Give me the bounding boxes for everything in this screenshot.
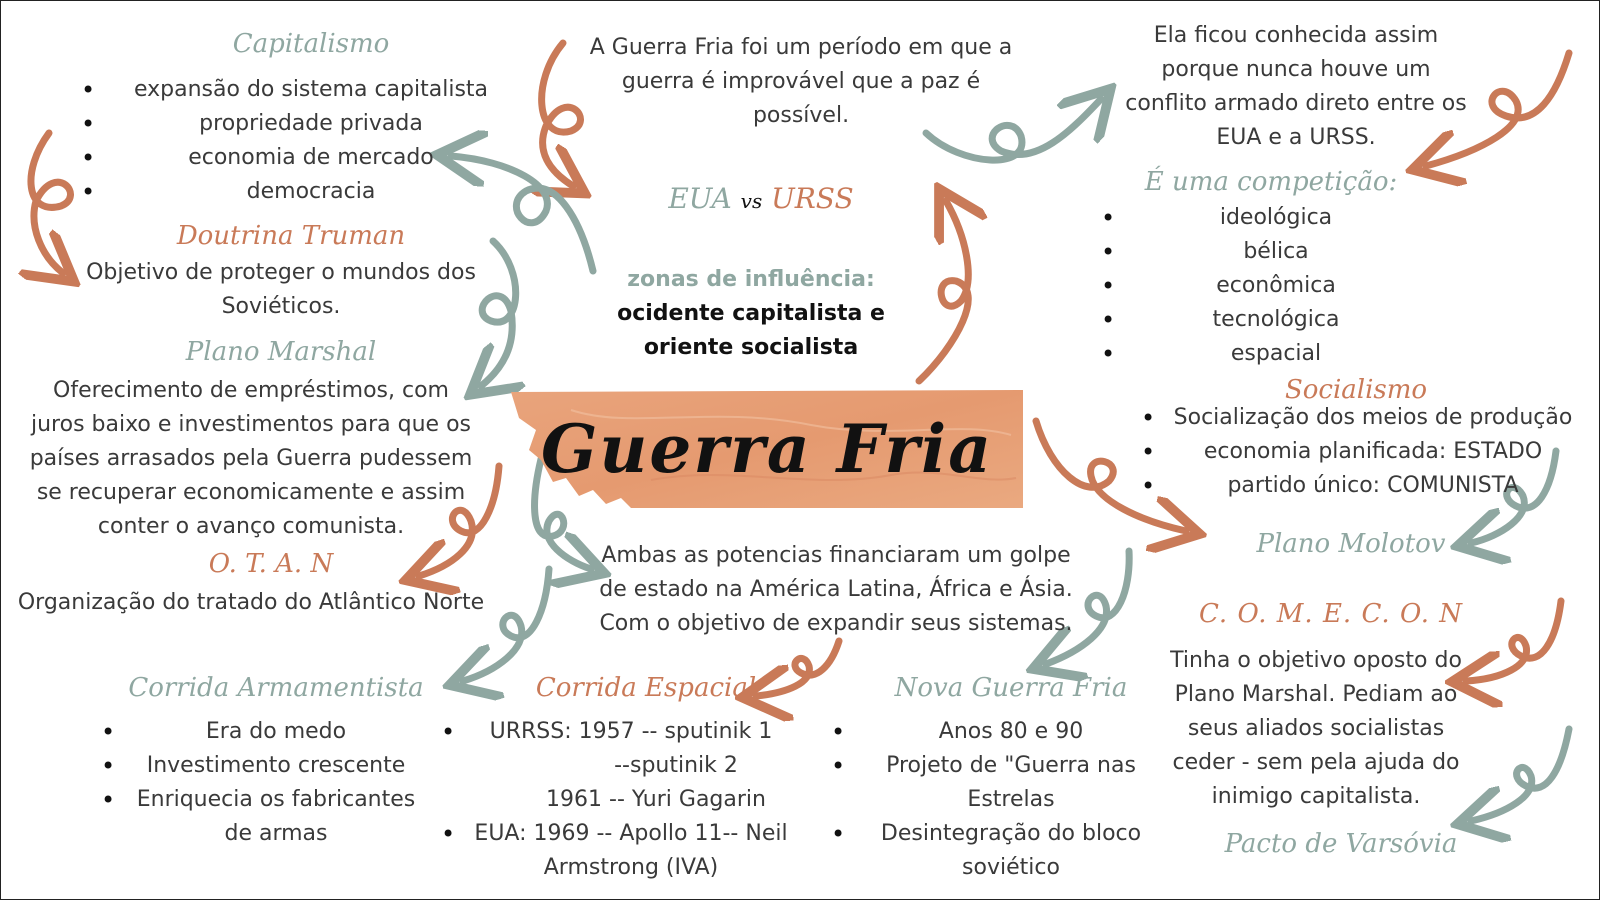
- intro-line-2: guerra é improvável que a paz é: [621, 69, 981, 94]
- armamentista-item: • Era do medo: [101, 715, 421, 749]
- molotov-heading: Plano Molotov: [1256, 529, 1446, 559]
- versus-mid: vs: [740, 189, 763, 213]
- golpes-line-3: Com o objetivo de expandir seus sistemas.: [599, 611, 1073, 636]
- armamentista-heading: Corrida Armamentista: [128, 673, 424, 703]
- armamentista-item: • Enriquecia os fabricantes de armas: [101, 783, 421, 851]
- comecon-line-3: seus aliados socialistas: [1187, 716, 1445, 741]
- marshal-line-3: países arrasados pela Guerra pudessem: [29, 446, 473, 471]
- socialismo-item: • partido único: COMUNISTA: [1141, 469, 1581, 503]
- reason-line-3: conflito armado direto entre os: [1125, 91, 1467, 116]
- golpes-line-2: de estado na América Latina, África e Ásia.: [599, 577, 1073, 602]
- capitalismo-heading: Capitalismo: [232, 29, 390, 59]
- otan-text: Organização do tratado do Atlântico Norte: [17, 590, 485, 615]
- truman-line-1: Objetivo de proteger o mundos dos: [86, 260, 476, 285]
- nova-list: [831, 715, 1161, 885]
- competicao-item: • espacial: [1101, 337, 1401, 371]
- armamentista-list: [101, 715, 421, 851]
- capitalismo-list: [81, 73, 501, 209]
- versus-eua: EUA: [668, 182, 732, 215]
- capitalismo-item: • economia de mercado: [81, 141, 501, 175]
- zones-line-2: oriente socialista: [643, 335, 859, 360]
- zones-line-1: ocidente capitalista e: [617, 301, 885, 326]
- nova-item: • Projeto de "Guerra nas Estrelas: [831, 749, 1161, 817]
- socialismo-heading: Socialismo: [1284, 375, 1428, 405]
- marshal-line-4: se recuperar economicamente e assim: [36, 480, 466, 505]
- armamentista-item: • Investimento crescente: [101, 749, 421, 783]
- socialismo-list: [1141, 401, 1581, 503]
- marshal-heading: Plano Marshal: [185, 337, 377, 367]
- versus-urss: URSS: [771, 182, 854, 215]
- capitalismo-item: • propriedade privada: [81, 107, 501, 141]
- capitalismo-item: • expansão do sistema capitalista: [81, 73, 501, 107]
- intro-line-3: possível.: [752, 103, 850, 128]
- competicao-item: • ideológica: [1101, 201, 1401, 235]
- reason-line-4: EUA e a URSS.: [1216, 125, 1376, 150]
- golpes-line-1: Ambas as potencias financiaram um golpe: [601, 543, 1071, 568]
- versus-label: [611, 181, 911, 219]
- marshal-line-1: Oferecimento de empréstimos, com: [53, 378, 449, 403]
- capitalismo-item: • democracia: [81, 175, 501, 209]
- nova-item: • Desintegração do bloco soviético: [831, 817, 1161, 885]
- marshal-line-2: juros baixo e investimentos para que os: [31, 412, 471, 437]
- comecon-line-2: Plano Marshal. Pediam ao: [1174, 682, 1458, 707]
- main-title: Guerra Fria: [541, 410, 993, 488]
- competicao-item: • bélica: [1101, 235, 1401, 269]
- truman-line-2: Soviéticos.: [221, 294, 341, 319]
- varsovia-heading: Pacto de Varsóvia: [1224, 829, 1458, 859]
- zones-label: zonas de influência:: [627, 267, 875, 292]
- competicao-item: • econômica: [1101, 269, 1401, 303]
- comecon-line-5: inimigo capitalista.: [1211, 784, 1421, 809]
- reason-line-2: porque nunca houve um: [1161, 57, 1431, 82]
- reason-line-1: Ela ficou conhecida assim: [1153, 23, 1439, 48]
- intro-line-1: A Guerra Fria foi um período em que a: [589, 35, 1013, 60]
- competicao-heading: É uma competição:: [1144, 167, 1398, 197]
- espacial-item: • EUA: 1969 -- Apollo 11-- Neil Armstrong (IVA): [441, 817, 811, 885]
- competicao-item: • tecnológica: [1101, 303, 1401, 337]
- marshal-line-5: conter o avanço comunista.: [97, 514, 405, 539]
- socialismo-item: • economia planificada: ESTADO: [1141, 435, 1581, 469]
- arrow-gray-varsovia: [1471, 729, 1569, 821]
- espacial-item: • URRSS: 1957 -- sputinik 1 --sputinik 2 1961 -- Yuri Gagarin: [441, 715, 811, 817]
- nova-heading: Nova Guerra Fria: [894, 673, 1128, 703]
- espacial-heading: Corrida Espacial: [535, 673, 757, 703]
- truman-heading: Doutrina Truman: [176, 221, 406, 251]
- espacial-list: [441, 715, 811, 885]
- competicao-list: [1101, 201, 1401, 371]
- socialismo-item: • Socialização dos meios de produção: [1141, 401, 1581, 435]
- arrow-orange-title-up: [919, 201, 968, 381]
- nova-item: • Anos 80 e 90: [831, 715, 1161, 749]
- comecon-heading: C. O. M. E. C. O. N: [1198, 599, 1464, 629]
- comecon-line-1: Tinha o objetivo oposto do: [1170, 648, 1462, 673]
- comecon-line-4: ceder - sem pela ajuda do: [1172, 750, 1460, 775]
- arrow-orange-left-top: [31, 133, 71, 273]
- otan-heading: O. T. A. N: [208, 549, 334, 579]
